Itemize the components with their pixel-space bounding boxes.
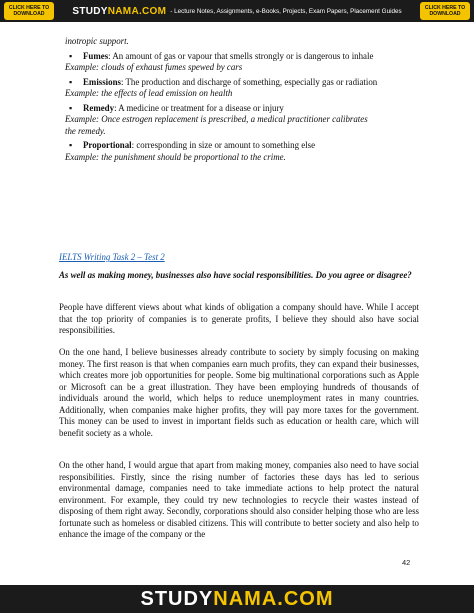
vocab-term: Proportional xyxy=(83,140,132,150)
download-button-left-line2: DOWNLOAD xyxy=(13,11,45,17)
footer-logo-nama: NAMA.COM xyxy=(213,587,334,610)
footer-logo-study: STUDY xyxy=(140,587,214,610)
footer-logo[interactable] xyxy=(140,588,333,611)
banner-logo[interactable] xyxy=(72,6,166,17)
download-button-left-line1: CLICK HERE TO xyxy=(8,5,50,11)
vocab-definition: : corresponding in size or amount to something else xyxy=(131,140,316,150)
vocab-definition: : A medicine or treatment for a disease or injury xyxy=(114,102,284,113)
vocab-term: Remedy xyxy=(83,102,115,113)
vocabulary-section xyxy=(59,36,419,163)
vocab-item xyxy=(69,51,419,63)
task-heading-link[interactable]: IELTS Writing Task 2 – Test 2 xyxy=(59,252,165,262)
download-button-left[interactable] xyxy=(4,2,54,20)
vocab-example: Example: the effects of lead emission on health xyxy=(65,88,233,98)
vocab-definition: : An amount of gas or vapour that smells strongly or is dangerous to inhale xyxy=(108,50,374,61)
bottom-banner[interactable] xyxy=(0,585,474,613)
essay-paragraph-3: On the other hand, I would argue that apart from making money, companies also need to have social responsibilities. Firstly, since the rising number of factories these days has led to serious environmental damage, companies need to take immediate actions to help protect the natural environment. For example, they could try new technologies to recycle their wastes instead of disposing of them right away. Secondly, corporations should also consider helping those who are less fortunate such as homeless or disabled citizens. This will contribute to better society and also help to enhance the image of the company or the xyxy=(59,460,419,539)
vocab-example: Example: clouds of exhaust fumes spewed by cars xyxy=(65,62,243,72)
banner-logo-nama: NAMA.COM xyxy=(107,5,167,17)
download-button-right-line2: DOWNLOAD xyxy=(429,11,461,17)
vocab-example: Example: the punishment should be proportional to the crime. xyxy=(65,151,286,162)
banner-tagline: - Lecture Notes, Assignments, e-Books, Projects, Exam Papers, Placement Guides xyxy=(170,7,402,15)
vocab-example: Example: Once estrogen replacement is prescribed, a medical practitioner calibrates xyxy=(65,114,368,124)
vocab-item xyxy=(69,77,419,89)
download-button-right[interactable] xyxy=(420,2,470,20)
page-number: 42 xyxy=(402,558,411,567)
vocab-intro-line: inotropic support. xyxy=(65,36,129,46)
vocab-example-continued: the remedy. xyxy=(65,125,106,136)
vocab-term: Fumes xyxy=(83,50,109,61)
vocab-term: Emissions xyxy=(83,76,121,87)
task-prompt: As well as making money, businesses also have social responsibilities. Do you agree or disagree? xyxy=(59,270,412,280)
banner-logo-study: STUDY xyxy=(72,5,108,17)
vocab-item xyxy=(69,103,419,115)
bullet-icon: ▪ xyxy=(69,102,73,113)
bullet-icon: ▪ xyxy=(69,76,73,87)
vocab-item xyxy=(69,140,419,152)
top-banner xyxy=(0,0,474,22)
essay-paragraph-2: On the one hand, I believe businesses already contribute to society by simply focusing on making money. The first reason is that when companies earn much profits, they can expand their businesses, which creates more job opportunities for people. Some big multinational corporations such as Apple or Microsoft can be a great illustration. They have been employing hundreds of thousands of individuals around the world, which helps to reduce unemployment rates in many countries. Additionally, when companies make higher profits, they will pay more taxes for the government. This money can be used to invest in important fields such as education or health care, which will benefit society as a whole. xyxy=(59,347,419,438)
download-button-right-line1: CLICK HERE TO xyxy=(424,5,466,11)
bullet-icon: ▪ xyxy=(69,50,73,61)
banner-center xyxy=(54,6,420,17)
vocab-definition: : The production and discharge of something, especially gas or radiation xyxy=(120,76,378,87)
essay-paragraph-1: People have different views about what kinds of obligation a company should have. While I accept that the top priority of companies is to generate profits, I believe they should also have social responsibilities. xyxy=(59,302,419,335)
bullet-icon: ▪ xyxy=(69,140,73,150)
